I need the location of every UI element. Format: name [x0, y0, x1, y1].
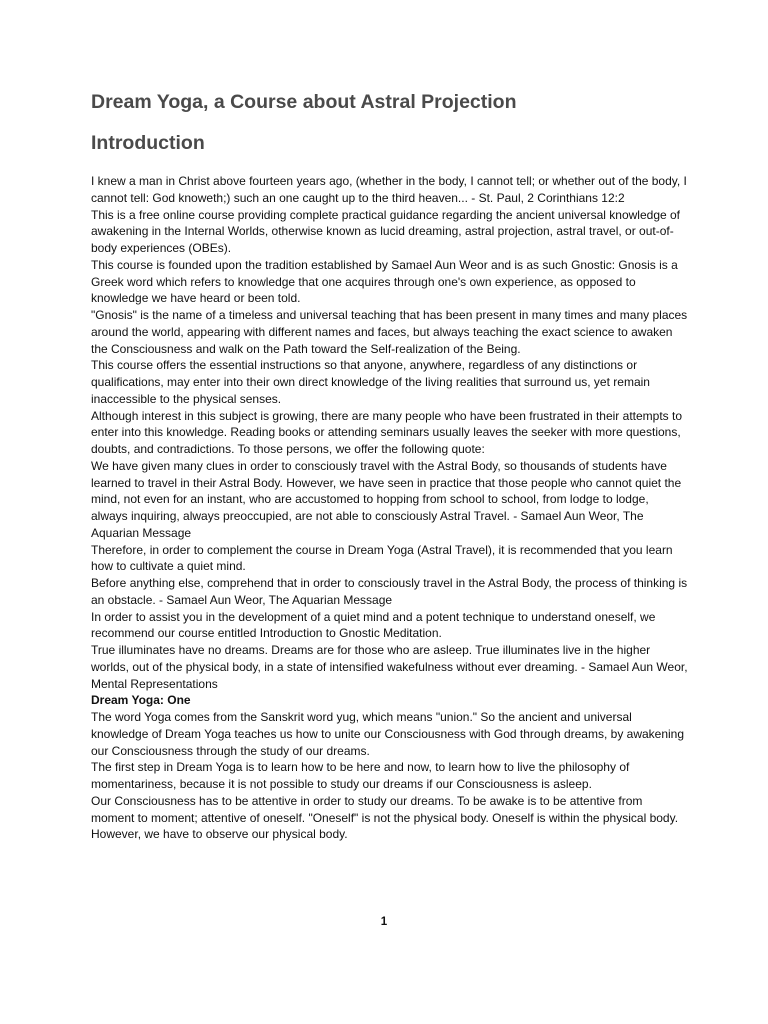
paragraph: True illuminates have no dreams. Dreams are for those who are asleep. True illuminates live in the higher worlds, out of the physical body, in a state of intensified wakefulness without ever dreaming. - Samael Aun Weor, Mental Representations	[91, 643, 688, 691]
paragraph: The first step in Dream Yoga is to learn how to be here and now, to learn how to live the philosophy of momentariness, because it is not possible to study our dreams if our Consciousness is asleep.	[91, 760, 630, 791]
document-title: Dream Yoga, a Course about Astral Projection	[91, 91, 517, 113]
paragraph: In order to assist you in the development of a quiet mind and a potent technique to understand oneself, we recommend our course entitled Introduction to Gnostic Meditation.	[91, 609, 656, 641]
paragraph: I knew a man in Christ above fourteen years ago, (whether in the body, I cannot tell; or whether out of the body, I cannot tell: God knoweth;) such an one caught up to the third heaven... - St. Paul, 2 Corinthians 12:2	[91, 174, 687, 205]
paragraph: Before anything else, comprehend that in order to consciously travel in the Astral Body, the process of thinking is an obstacle. - Samael Aun Weor, The Aquarian Message	[91, 576, 688, 607]
paragraph: This is a free online course providing complete practical guidance regarding the ancient universal knowledge of awakening in the Internal Worlds, otherwise known as lucid dreaming, astral projection, astral travel, or out-of-body experiences (OBEs).	[91, 207, 681, 255]
paragraph: The word Yoga comes from the Sanskrit word yug, which means "union." So the ancient and universal knowledge of Dream Yoga teaches us how to unite our Consciousness with God through dreams, by awakening our Consciousness through the study of our dreams.	[91, 710, 685, 758]
section-title: Introduction	[91, 132, 205, 154]
paragraph: Therefore, in order to complement the course in Dream Yoga (Astral Travel), it is recommended that you learn how to cultivate a quiet mind.	[91, 542, 673, 574]
paragraph: We have given many clues in order to consciously travel with the Astral Body, so thousands of students have learned to travel in their Astral Body. However, we have seen in practice that those people who cannot quiet the mind, not even for an instant, who are accustomed to hopping from school to school, from lodge to lodge, always inquiring, always preoccupied, are not able to consciously Astral Travel. - Samael Aun Weor, The Aquarian Message	[91, 458, 682, 540]
paragraph: This course is founded upon the tradition established by Samael Aun Weor and is as such Gnostic: Gnosis is a Greek word which refers to knowledge that one acquires through one's own experience, as opposed to knowledge we have heard or been told.	[91, 257, 678, 306]
document-body	[91, 173, 688, 843]
paragraph: This course offers the essential instructions so that anyone, anywhere, regardless of any distinctions or qualifications, may enter into their own direct knowledge of the living realities that surround us, yet remain inaccessible to the physical senses.	[91, 358, 650, 406]
paragraph: Our Consciousness has to be attentive in order to study our dreams. To be awake is to be attentive from moment to moment; attentive of oneself. "Oneself" is not the physical body. Oneself is within the physical body. However, we have to observe our physical body.	[91, 793, 679, 842]
subheading: Dream Yoga: One	[91, 693, 191, 708]
paragraph: "Gnosis" is the name of a timeless and universal teaching that has been present in many times and many places around the world, appearing with different names and faces, but always teaching the exact science to awaken the Consciousness and walk on the Path toward the Self-realization of the Being.	[91, 308, 688, 356]
page-number: 1	[380, 916, 388, 928]
paragraph: Although interest in this subject is growing, there are many people who have been frustrated in their attempts to enter into this knowledge. Reading books or attending seminars usually leaves the seeker with more questions, doubts, and contradictions. To those persons, we offer the following quote:	[91, 408, 682, 456]
